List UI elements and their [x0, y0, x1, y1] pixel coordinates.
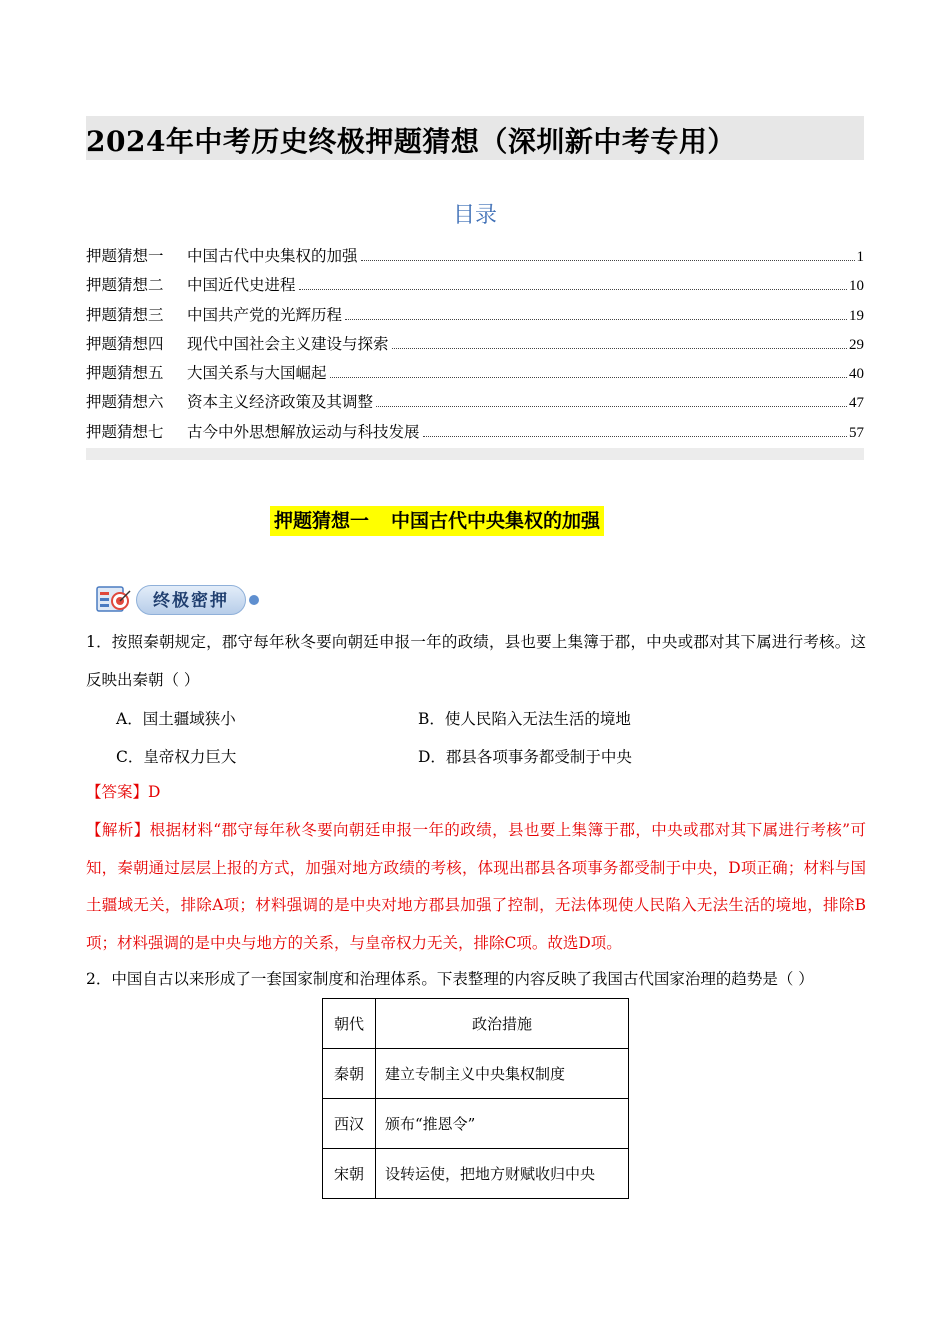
header-dynasty: 朝代 — [323, 999, 376, 1049]
toc-leader-dots — [330, 377, 847, 378]
toc-item-page: 57 — [849, 424, 864, 441]
analysis-block — [86, 812, 866, 962]
toc-item-label: 押题猜想二 — [86, 276, 164, 295]
analysis-label: 【解析】 — [86, 821, 150, 839]
cell-dynasty: 西汉 — [323, 1099, 376, 1149]
question-1-stem: 1．按照秦朝规定，郡守每年秋冬要向朝廷申报一年的政绩，县也要上集簿于郡，中央或郡对其下属进行考核。这反映出秦朝（ ） — [86, 633, 866, 689]
toc-item-label: 押题猜想三 — [86, 305, 164, 324]
answer-line — [86, 774, 866, 812]
ultimate-prediction-badge — [96, 582, 262, 618]
toc-item-label: 押题猜想一 — [86, 247, 164, 265]
question-2-stem: 2．中国自古以来形成了一套国家制度和治理体系。下表整理的内容反映了我国古代国家治理的趋势是（ ） — [86, 970, 814, 988]
policy-table — [322, 998, 629, 1199]
toc-item[interactable] — [86, 420, 864, 449]
toc-item[interactable] — [86, 361, 864, 390]
table-row — [323, 1049, 629, 1099]
toc-leader-dots — [345, 319, 847, 320]
answer-label: 【答案】 — [86, 783, 149, 801]
answer-value: D — [148, 783, 161, 801]
toc-item-page: 19 — [849, 307, 864, 324]
toc-item-page: 40 — [849, 366, 864, 383]
document-title: 2024年中考历史终极押题猜想（深圳新中考专用） — [86, 125, 736, 158]
toc-leader-dots — [299, 289, 847, 290]
target-board-icon — [96, 584, 132, 616]
toc-list — [86, 244, 864, 449]
toc-item-page: 29 — [849, 336, 864, 353]
table-row — [323, 1149, 629, 1199]
toc-item-page: 1 — [856, 249, 864, 265]
toc-item-title: 中国共产党的光辉历程 — [187, 305, 343, 324]
toc-item-title: 资本主义经济政策及其调整 — [187, 393, 374, 412]
cell-measure: 颁布“推恩令” — [376, 1099, 629, 1149]
toc-leader-dots — [392, 348, 847, 349]
toc-leader-dots — [423, 436, 847, 437]
option-a[interactable]: A．国土疆域狭小 — [116, 710, 236, 728]
header-measures: 政治措施 — [376, 999, 629, 1049]
table-of-contents — [86, 160, 864, 460]
analysis-text: 根据材料“郡守每年秋冬要向朝廷申报一年的政绩，县也要上集簿于郡，中央或郡对其下属进行考核”可知，秦朝通过层层上报的方式，加强对地方政绩的考核，体现出郡县各项事务都受制于中央，D项正确；材料与国土疆域无关，排除A项；材料强调的是中央对地方郡县加强了控制，无法体现使人民陷入无法生活的境地，排除B项；材料强调的是中央与地方的关系，与皇帝权力无关，排除C项。故选D项。 — [86, 821, 866, 952]
toc-leader-dots — [361, 260, 855, 261]
toc-item-title: 中国近代史进程 — [187, 276, 296, 295]
toc-item-page: 10 — [849, 278, 864, 295]
toc-item-title: 大国关系与大国崛起 — [187, 364, 327, 383]
title-bar — [86, 116, 864, 161]
badge-label: 终极密押 — [136, 585, 246, 615]
section-label: 押题猜想一 — [274, 510, 370, 532]
option-b[interactable]: B．使人民陷入无法生活的境地 — [418, 710, 631, 728]
toc-leader-dots — [376, 406, 847, 407]
cell-dynasty: 秦朝 — [323, 1049, 376, 1099]
option-c[interactable]: C．皇帝权力巨大 — [116, 748, 237, 766]
toc-item[interactable] — [86, 273, 864, 302]
section-heading — [270, 506, 604, 536]
toc-heading: 目录 — [452, 203, 497, 228]
cell-measure: 建立专制主义中央集权制度 — [376, 1049, 629, 1099]
cell-dynasty: 宋朝 — [323, 1149, 376, 1199]
toc-item[interactable] — [86, 303, 864, 332]
toc-item-label: 押题猜想四 — [86, 334, 164, 353]
option-d[interactable]: D．郡县各项事务都受制于中央 — [418, 748, 632, 766]
toc-item-label: 押题猜想六 — [86, 393, 164, 412]
toc-item[interactable] — [86, 244, 864, 273]
toc-item[interactable] — [86, 332, 864, 361]
section-title-text: 中国古代中央集权的加强 — [391, 510, 601, 532]
table-row — [323, 1099, 629, 1149]
toc-item-title: 古今中外思想解放运动与科技发展 — [187, 422, 420, 441]
toc-item-label: 押题猜想五 — [86, 364, 164, 383]
badge-dot-icon — [249, 595, 259, 605]
toc-item-page: 47 — [849, 395, 864, 412]
table-header-row — [323, 999, 629, 1049]
toc-item-title: 中国古代中央集权的加强 — [187, 247, 358, 265]
toc-item-title: 现代中国社会主义建设与探索 — [187, 334, 389, 353]
toc-item[interactable] — [86, 390, 864, 419]
cell-measure: 设转运使，把地方财赋收归中央 — [376, 1149, 629, 1199]
toc-item-label: 押题猜想七 — [86, 422, 164, 441]
